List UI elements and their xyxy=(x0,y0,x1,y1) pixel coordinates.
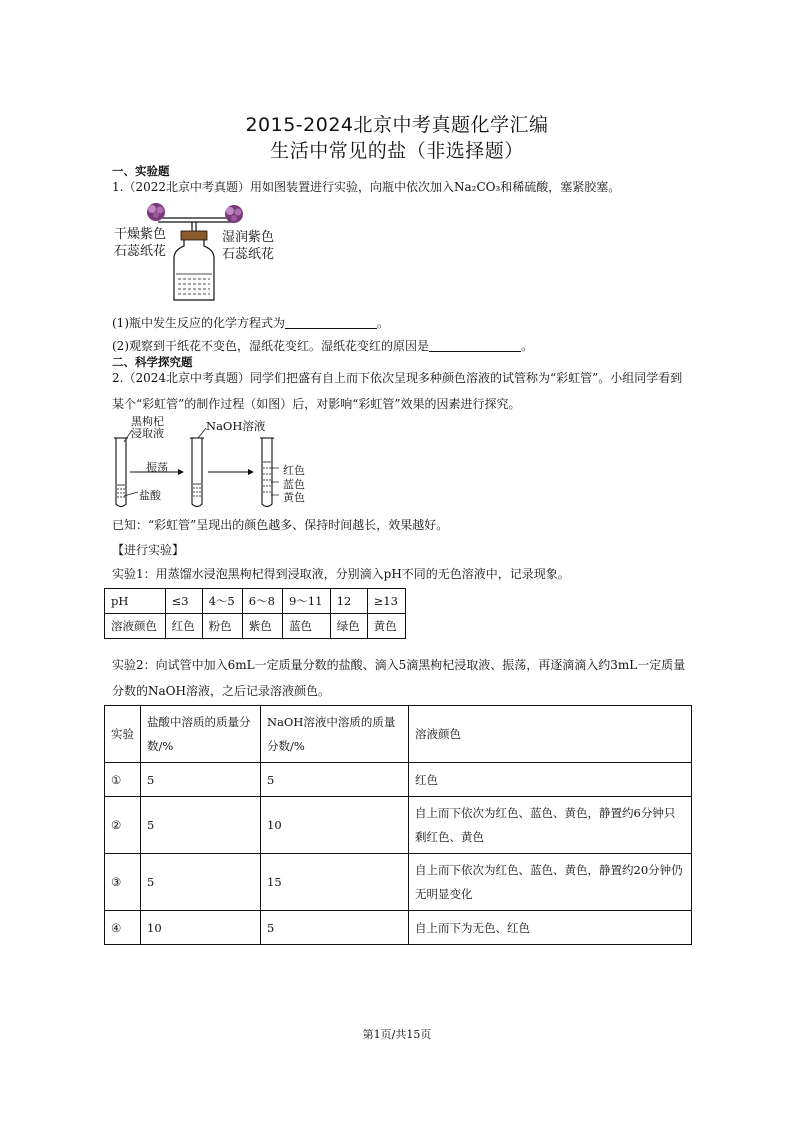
q1-figure-label-dry: 干燥紫色石蕊纸花 xyxy=(114,227,167,259)
table-cell: 5 xyxy=(261,911,409,945)
doc-title-line2: 生活中常见的盐（非选择题） xyxy=(270,140,524,162)
q1-part1-end: 。 xyxy=(377,316,390,330)
q2-fig-label-blue: 蓝色 xyxy=(283,478,305,491)
q1-part1-text: (1)瓶中发生反应的化学方程式为 xyxy=(112,316,285,330)
table-row xyxy=(105,797,692,854)
table-cell: pH xyxy=(105,589,166,614)
q2-exp1: 实验1：用蒸馏水浸泡黑枸杞得到浸取液，分别滴入pH不同的无色溶液中，记录现象。 xyxy=(112,567,570,581)
table-row xyxy=(105,589,406,614)
table-cell: 绿色 xyxy=(330,614,367,639)
q2-exp-heading: 【进行实验】 xyxy=(112,543,185,557)
table-cell: ≥13 xyxy=(367,589,405,614)
q2-fig-label-shake: 振荡 xyxy=(146,461,168,474)
table-cell: 15 xyxy=(261,854,409,911)
table-cell: 粉色 xyxy=(202,614,242,639)
q1-part2-text: (2)观察到干纸花不变色，湿纸花变红。湿纸花变红的原因是 xyxy=(112,339,430,353)
q2-known: 已知：“彩虹管”呈现出的颜色越多、保持时间越长，效果越好。 xyxy=(112,518,449,532)
table-cell: ④ xyxy=(105,911,141,945)
q1-stem: 1.（2022北京中考真题）用如图装置进行实验，向瓶中依次加入Na₂CO₃和稀硫酸，塞紧胶塞。 xyxy=(112,180,621,194)
table-header-cell: 盐酸中溶质的质量分数/% xyxy=(141,706,261,763)
ph-color-table xyxy=(104,588,406,639)
doc-title-line1: 2015-2024北京中考真题化学汇编 xyxy=(245,114,549,136)
q1-part2-end: 。 xyxy=(521,339,534,353)
table-cell: 5 xyxy=(141,763,261,797)
table-cell: 12 xyxy=(330,589,367,614)
table-header-cell: NaOH溶液中溶质的质量分数/% xyxy=(261,706,409,763)
table-cell: 自上而下依次为红色、蓝色、黄色，静置约20分钟仍无明显变化 xyxy=(409,854,692,911)
section-heading-experiment: 一、实验题 xyxy=(112,164,170,178)
table-cell: 蓝色 xyxy=(282,614,330,639)
table-row xyxy=(105,763,692,797)
dry-flower-icon xyxy=(147,203,165,221)
q1-part2 xyxy=(112,337,533,354)
table-row xyxy=(105,911,692,945)
table-cell: 溶液颜色 xyxy=(105,614,166,639)
table-cell: 10 xyxy=(261,797,409,854)
table-header-row xyxy=(105,706,692,763)
table-cell: ① xyxy=(105,763,141,797)
q1-part1-answer-blank[interactable] xyxy=(285,316,377,329)
table-cell: 5 xyxy=(141,797,261,854)
table-cell: ③ xyxy=(105,854,141,911)
table-cell: 9～11 xyxy=(282,589,330,614)
table-cell: 6～8 xyxy=(242,589,282,614)
table-cell: 红色 xyxy=(409,763,692,797)
experiment-results-table xyxy=(104,705,692,945)
q1-figure-label-wet: 湿润紫色石蕊纸花 xyxy=(222,230,275,262)
table-cell: 5 xyxy=(261,763,409,797)
table-cell: ≤3 xyxy=(165,589,202,614)
page-number: 第1页/共15页 xyxy=(362,1028,432,1041)
q1-part1 xyxy=(112,314,389,331)
q2-stem: 2.（2024北京中考真题）同学们把盛有自上而下依次呈现多种颜色溶液的试管称为“彩虹管”。小组同学看到某个“彩虹管”的制作过程（如图）后，对影响“彩虹管”效果的因素进行探究。 xyxy=(112,371,683,411)
table-cell: ② xyxy=(105,797,141,854)
wet-flower-icon xyxy=(225,205,243,223)
q2-fig-label-naoh: NaOH溶液 xyxy=(206,419,266,433)
section-heading-inquiry: 二、科学探究题 xyxy=(112,355,193,369)
table-header-cell: 实验 xyxy=(105,706,141,763)
q2-fig-label-red: 红色 xyxy=(283,464,305,477)
table-cell: 黄色 xyxy=(367,614,405,639)
table-row xyxy=(105,614,406,639)
q1-part2-answer-blank[interactable] xyxy=(429,339,521,352)
table-cell: 紫色 xyxy=(242,614,282,639)
table-cell: 5 xyxy=(141,854,261,911)
table-cell: 4～5 xyxy=(202,589,242,614)
q2-fig-label-hcl: 盐酸 xyxy=(139,489,161,502)
table-row xyxy=(105,854,692,911)
table-header-cell: 溶液颜色 xyxy=(409,706,692,763)
table-cell: 自上而下为无色、红色 xyxy=(409,911,692,945)
table-cell: 10 xyxy=(141,911,261,945)
q2-fig-label-yellow: 黄色 xyxy=(283,491,305,504)
table-cell: 红色 xyxy=(165,614,202,639)
q2-fig-label-extract: 黑枸杞浸取液 xyxy=(131,415,164,440)
table-cell: 自上而下依次为红色、蓝色、黄色，静置约6分钟只剩红色、黄色 xyxy=(409,797,692,854)
q2-exp2: 实验2：向试管中加入6mL一定质量分数的盐酸、滴入5滴黑枸杞浸取液、振荡，再逐滴滴入约3mL一定质量分数的NaOH溶液，之后记录溶液颜色。 xyxy=(112,658,686,698)
